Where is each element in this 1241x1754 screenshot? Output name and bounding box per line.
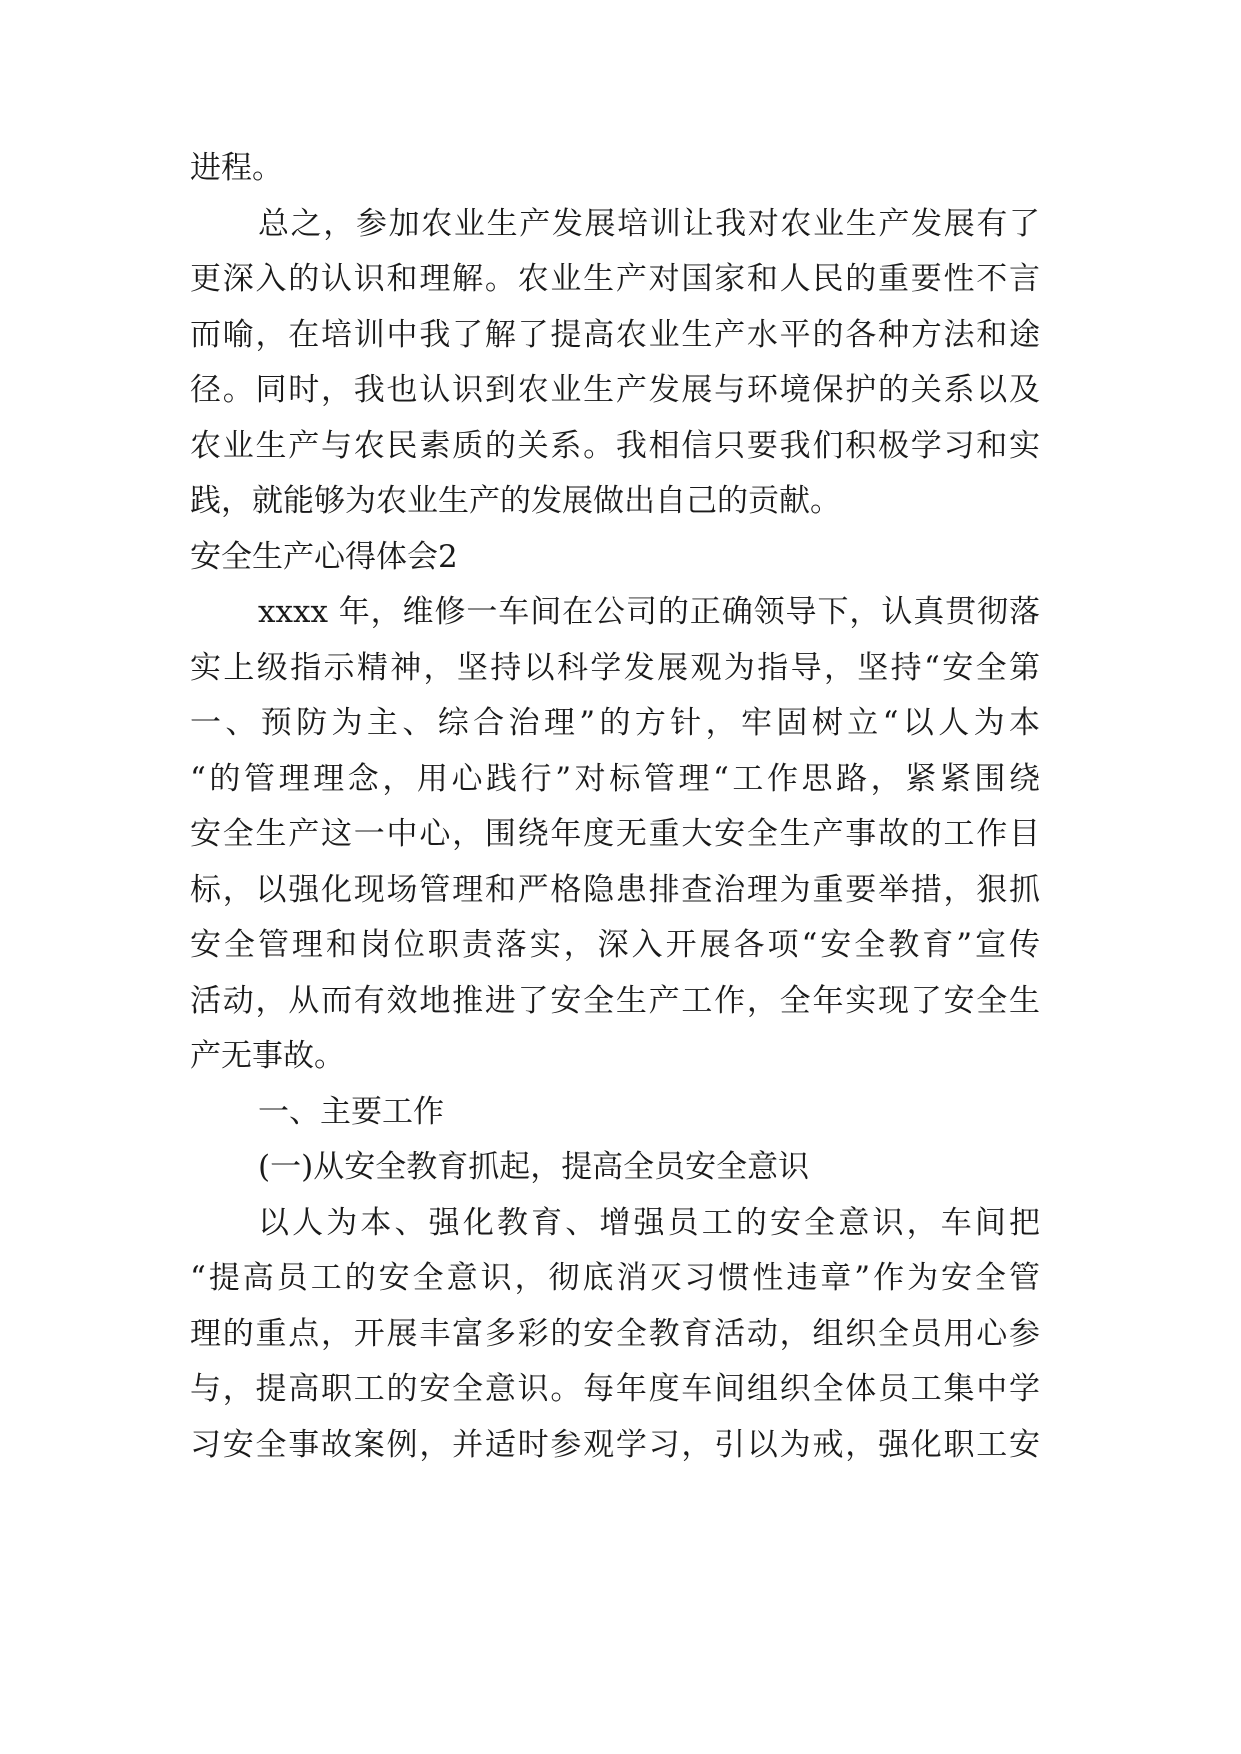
paragraph-line: 更深入的认识和理解。农业生产对国家和人民的重要性不言 [190, 261, 1040, 297]
paragraph-line: “的管理理念，用心践行”对标管理“工作思路，紧紧围绕 [190, 761, 1040, 797]
section-heading: 一、主要工作 [258, 1094, 444, 1130]
paragraph-line: 标，以强化现场管理和严格隐患排查治理为重要举措，狠抓 [190, 872, 1040, 908]
paragraph-line: 理的重点，开展丰富多彩的安全教育活动，组织全员用心参 [190, 1316, 1040, 1352]
paragraph-line: 习安全事故案例，并适时参观学习，引以为戒，强化职工安 [190, 1427, 1040, 1463]
paragraph-line: 活动，从而有效地推进了安全生产工作，全年实现了安全生 [190, 983, 1040, 1019]
paragraph-line: 与，提高职工的安全意识。每年度车间组织全体员工集中学 [190, 1371, 1040, 1407]
paragraph-line: 产无事故。 [190, 1038, 345, 1074]
paragraph-line: 安全生产这一中心，围绕年度无重大安全生产事故的工作目 [190, 816, 1040, 852]
paragraph-line: 总之，参加农业生产发展培训让我对农业生产发展有了 [258, 206, 1040, 242]
paragraph-line: 一、预防为主、综合治理”的方针，牢固树立“以人为本 [190, 705, 1040, 741]
paragraph-line: 安全管理和岗位职责落实，深入开展各项“安全教育”宣传 [190, 927, 1040, 963]
paragraph-line: “提高员工的安全意识，彻底消灭习惯性违章”作为安全管 [190, 1260, 1040, 1296]
paragraph-line: 径。同时，我也认识到农业生产发展与环境保护的关系以及 [190, 372, 1040, 408]
paragraph-line: 农业生产与农民素质的关系。我相信只要我们积极学习和实 [190, 428, 1040, 464]
paragraph-line: 而喻，在培训中我了解了提高农业生产水平的各种方法和途 [190, 317, 1040, 353]
section-title: 安全生产心得体会2 [190, 539, 458, 575]
paragraph-line: xxxx 年，维修一车间在公司的正确领导下，认真贯彻落 [258, 594, 1040, 630]
paragraph-line: 践，就能够为农业生产的发展做出自己的贡献。 [190, 483, 841, 519]
paragraph-line: 以人为本、强化教育、增强员工的安全意识，车间把 [258, 1205, 1040, 1241]
paragraph-line: 实上级指示精神，坚持以科学发展观为指导，坚持“安全第 [190, 650, 1040, 686]
subsection-heading: (一)从安全教育抓起，提高全员安全意识 [258, 1149, 810, 1185]
paragraph-line: 进程。 [190, 150, 283, 186]
